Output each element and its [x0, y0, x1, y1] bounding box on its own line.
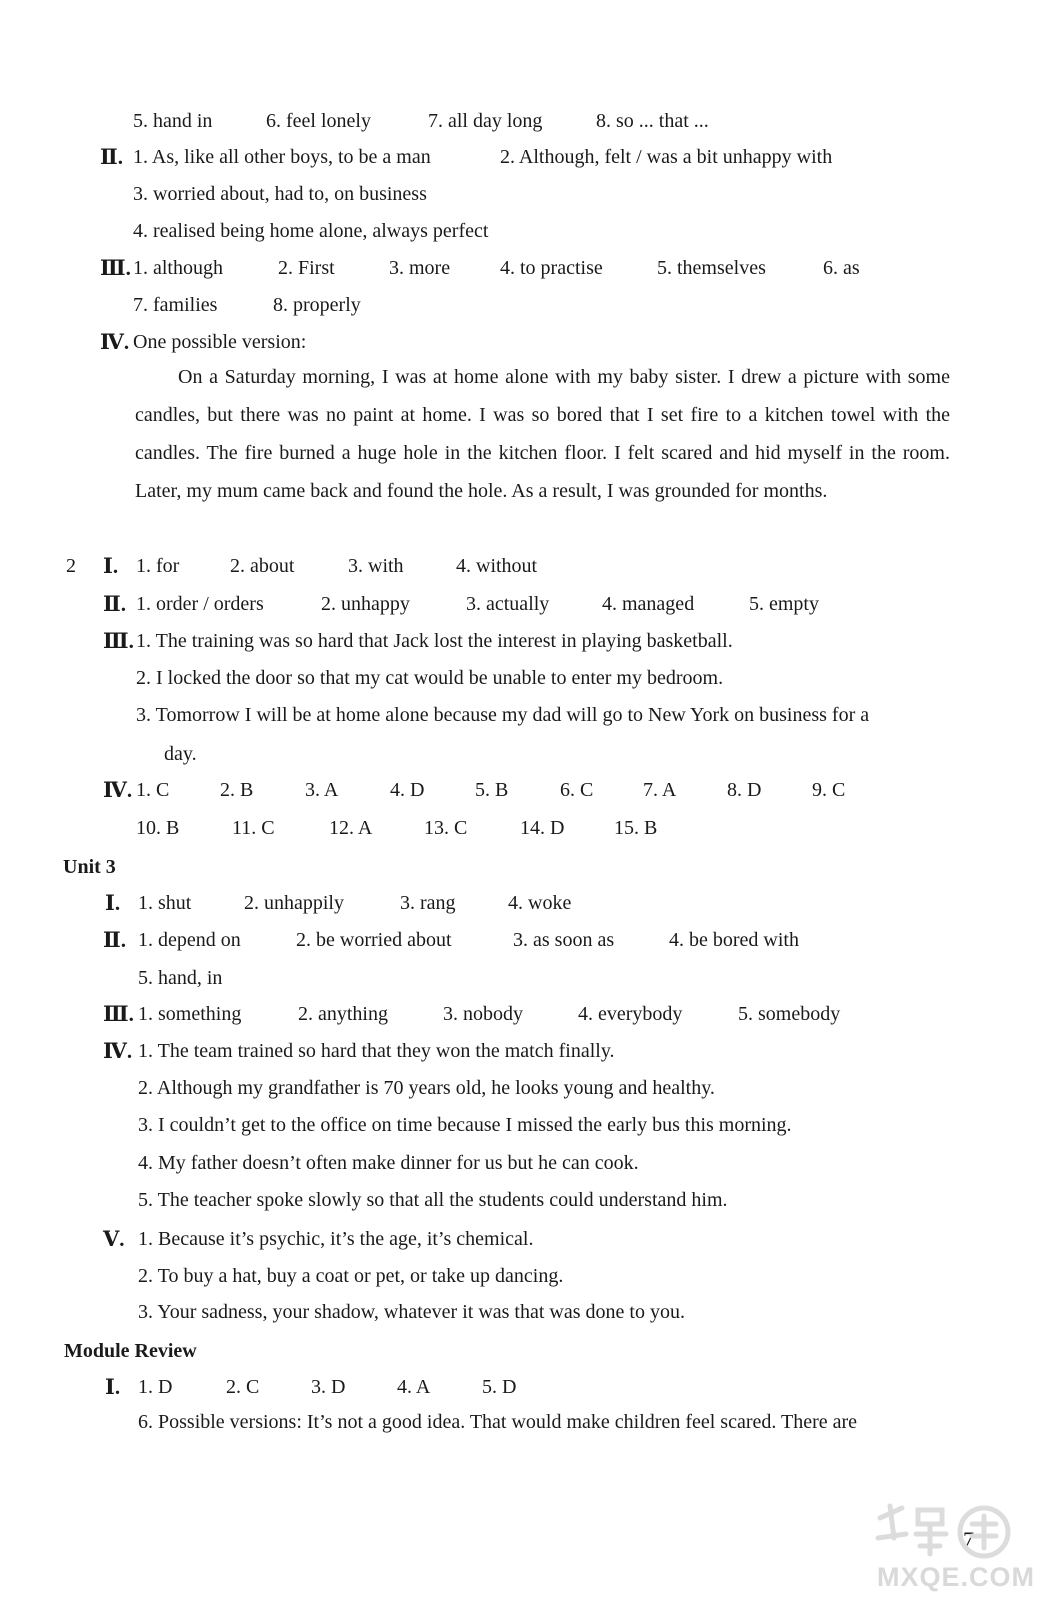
answer: 14. D	[520, 817, 565, 839]
answer: 1. for	[136, 555, 180, 577]
answer: 3. A	[305, 779, 339, 801]
answer: 4. without	[456, 555, 538, 577]
roman-label: Ⅲ.	[103, 1002, 134, 1026]
section-title: Module Review	[64, 1340, 197, 1362]
roman-label: Ⅲ.	[100, 256, 131, 280]
roman-label: Ⅳ.	[103, 778, 133, 802]
answer: 3. with	[348, 555, 404, 577]
answer: 6. C	[560, 779, 594, 801]
answer: 1. The training was so hard that Jack lost the interest in playing basketball.	[136, 630, 733, 652]
answer: 2. unhappily	[244, 892, 344, 914]
answer: 5. empty	[749, 593, 819, 615]
answer: 3. worried about, had to, on business	[133, 183, 427, 205]
answer: 2. To buy a hat, buy a coat or pet, or take up dancing.	[138, 1265, 564, 1287]
answer: 4. everybody	[578, 1003, 683, 1025]
answer: 2. B	[220, 779, 254, 801]
section-title: Unit 3	[63, 856, 116, 878]
answer: 1. shut	[138, 892, 192, 914]
answer: 2. C	[226, 1376, 260, 1398]
answer: 2. anything	[298, 1003, 388, 1025]
answer: 3. actually	[466, 593, 550, 615]
answer: 3. Your sadness, your shadow, whatever it was that was done to you.	[138, 1301, 685, 1323]
answer: 6. as	[823, 257, 860, 279]
answer: 2. Although my grandfather is 70 years old, he looks young and healthy.	[138, 1077, 715, 1099]
roman-label: Ⅰ.	[103, 554, 119, 578]
answer: 4. woke	[508, 892, 572, 914]
answer: 8. D	[727, 779, 762, 801]
answer: 5. somebody	[738, 1003, 841, 1025]
answer: 1. order / orders	[136, 593, 264, 615]
roman-label: Ⅴ.	[103, 1227, 125, 1251]
answer: 5. hand in	[133, 110, 213, 132]
answer: 8. properly	[273, 294, 361, 316]
roman-label: Ⅱ.	[103, 928, 126, 952]
answer-heading: One possible version:	[133, 331, 307, 353]
answer: 5. D	[482, 1376, 517, 1398]
roman-label: Ⅱ.	[103, 592, 126, 616]
answer: 3. rang	[400, 892, 456, 914]
answer: 1. although	[133, 257, 223, 279]
answer: 4. D	[390, 779, 425, 801]
answer: 1. something	[138, 1003, 242, 1025]
answer: 7. A	[643, 779, 677, 801]
answer: 15. B	[614, 817, 658, 839]
answer: 1. depend on	[138, 929, 241, 951]
answer: 2. about	[230, 555, 295, 577]
answer: 6. Possible versions: It’s not a good idea. That would make children feel scared. There are	[138, 1411, 858, 1433]
answer: 8. so ... that ...	[596, 110, 709, 132]
watermark-logo-icon	[872, 1498, 1022, 1568]
roman-label: Ⅳ.	[103, 1039, 133, 1063]
answer: 4. to practise	[500, 257, 603, 279]
answer: 4. realised being home alone, always perfect	[133, 220, 489, 242]
answer: 1. The team trained so hard that they won the match finally.	[138, 1040, 615, 1062]
section-number: 2	[66, 555, 76, 577]
answer: 3. nobody	[443, 1003, 523, 1025]
answer: 2. I locked the door so that my cat would be unable to enter my bedroom.	[136, 667, 724, 689]
answer: 11. C	[232, 817, 275, 839]
answer: 4. managed	[602, 593, 695, 615]
answer: 3. D	[311, 1376, 346, 1398]
roman-label: Ⅳ.	[100, 330, 130, 354]
answer: 1. As, like all other boys, to be a man	[133, 146, 431, 168]
answer: 3. Tomorrow I will be at home alone because my dad will go to New York on business for a	[136, 704, 870, 726]
answer: 4. My father doesn’t often make dinner for us but he can cook.	[138, 1152, 639, 1174]
answer: 3. I couldn’t get to the office on time because I missed the early bus this morning.	[138, 1114, 792, 1136]
roman-label: Ⅲ.	[103, 629, 134, 653]
page-number: 7	[963, 1527, 974, 1552]
sample-paragraph: On a Saturday morning, I was at home alone with my baby sister. I drew a picture with some candles, but there was no paint at home. I was so bored that I set fire to a kitchen towel with the candles. The fire burned a huge hole in the kitchen floor. I felt scared and hid myself in the room. Later, my mum came back and found the hole. As a result, I was grounded for months.	[135, 366, 950, 502]
answer: 5. hand, in	[138, 967, 223, 989]
answer: 1. Because it’s psychic, it’s the age, it’s chemical.	[138, 1228, 534, 1250]
answer: 10. B	[136, 817, 180, 839]
answer: 2. be worried about	[296, 929, 452, 951]
answer: 5. B	[475, 779, 509, 801]
roman-label: Ⅱ.	[100, 145, 123, 169]
roman-label: Ⅰ.	[105, 891, 121, 915]
answer: 3. more	[389, 257, 451, 279]
answer: 5. themselves	[657, 257, 766, 279]
answer: 5. The teacher spoke slowly so that all the students could understand him.	[138, 1189, 728, 1211]
answer: 4. A	[397, 1376, 431, 1398]
answer: 4. be bored with	[669, 929, 799, 951]
answer: 2. unhappy	[321, 593, 410, 615]
answer: 7. all day long	[428, 110, 543, 132]
answer: 1. C	[136, 779, 170, 801]
watermark-text: MXQE.COM	[877, 1562, 1036, 1592]
roman-label: Ⅰ.	[105, 1375, 121, 1399]
answer: 7. families	[133, 294, 218, 316]
answer: 9. C	[812, 779, 846, 801]
answer: day.	[164, 743, 197, 765]
answer: 12. A	[329, 817, 373, 839]
answer: 6. feel lonely	[266, 110, 371, 132]
answer: 2. First	[278, 257, 335, 279]
answer: 2. Although, felt / was a bit unhappy with	[500, 146, 833, 168]
answer: 1. D	[138, 1376, 173, 1398]
answer: 13. C	[424, 817, 468, 839]
answer: 3. as soon as	[513, 929, 615, 951]
